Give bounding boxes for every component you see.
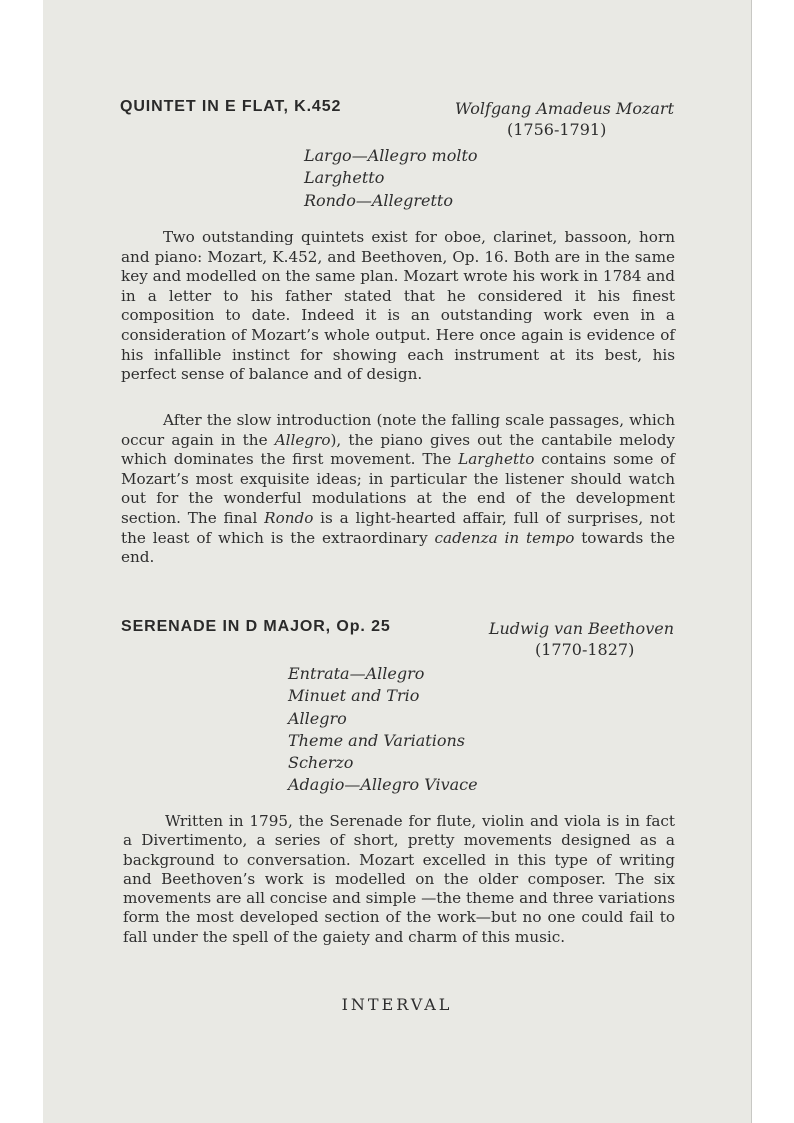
movement-item: Larghetto [304,168,385,188]
work1-title: QUINTET IN E FLAT, K.452 [120,98,342,115]
text-run: towards the end. [121,528,676,567]
movement-item: Largo—Allegro molto [304,146,478,165]
notes-paragraph [123,812,675,947]
movement-item: Scherzo [288,753,354,773]
text-run: is a light-hearted affair, full of surprises, not the least of which is the extraordinary [121,508,675,547]
interval-label: INTERVAL [341,995,453,1014]
movement-item: Theme and Variations [288,730,465,750]
text-run: contains some of Mozart’s most exquisite ideas; in particular the listener should watch out for the wonderful modulations at the end of the development section. The final [121,450,675,527]
work2-composer: Ludwig van Beethoven [488,619,674,638]
work2-dates: (1770-1827) [535,640,635,659]
work2-movement-list [288,663,478,797]
movement-item: Rondo—Allegretto [304,190,453,210]
work1-composer: Wolfgang Amadeus Mozart [454,99,674,118]
work1-dates: (1756-1791) [507,120,607,139]
work1-movement-list [304,145,478,212]
italic-term: Rondo [264,508,314,527]
text-run: After the slow introduction (note the falling scale passages, which occur again in the [121,411,675,449]
movement-item: Adagio—Allegro Vivace [288,775,478,795]
movement-item: Entrata—Allegro [288,664,425,683]
italic-term: cadenza in tempo [434,528,575,547]
work2-title: SERENADE IN D MAJOR, Op. 25 [121,618,391,635]
notes-paragraph [121,411,675,568]
italic-term: Allegro [274,430,331,449]
movement-item: Minuet and Trio [288,686,420,706]
text-run: ), the piano gives out the cantabile melody which dominates the first movement. The [121,430,675,469]
paper-edge [751,0,752,1123]
movement-item: Allegro [288,708,347,728]
text-run: Two outstanding quintets exist for oboe, clarinet, bassoon, horn and piano: Mozart, K.452, and Beethoven, Op. 16. Both are in the same key and modelled on the same plan. Mozart wrote his work in 1784 and in a letter to his father stated that he considered it his finest composition to date. Indeed it is an outstanding work even in a consideration of Mozart’s whole output. Here once again is evidence of his infallible instinct for showing each instrument at its best, his perfect sense of balance and of design. [121,228,675,384]
italic-term: Larghetto [458,450,535,469]
notes-paragraph [121,228,675,385]
text-run: Written in 1795, the Serenade for flute, violin and viola is in fact a Divertimento, a series of short, pretty movements designed as a background to conversation. Mozart excelled in this type of writing and Beethoven’s work is modelled on the older composer. The six movements are all concise and simple —the theme and three variations form the most developed section of the work—but no one could fail to fall under the spell of the gaiety and charm of this music. [123,812,675,946]
